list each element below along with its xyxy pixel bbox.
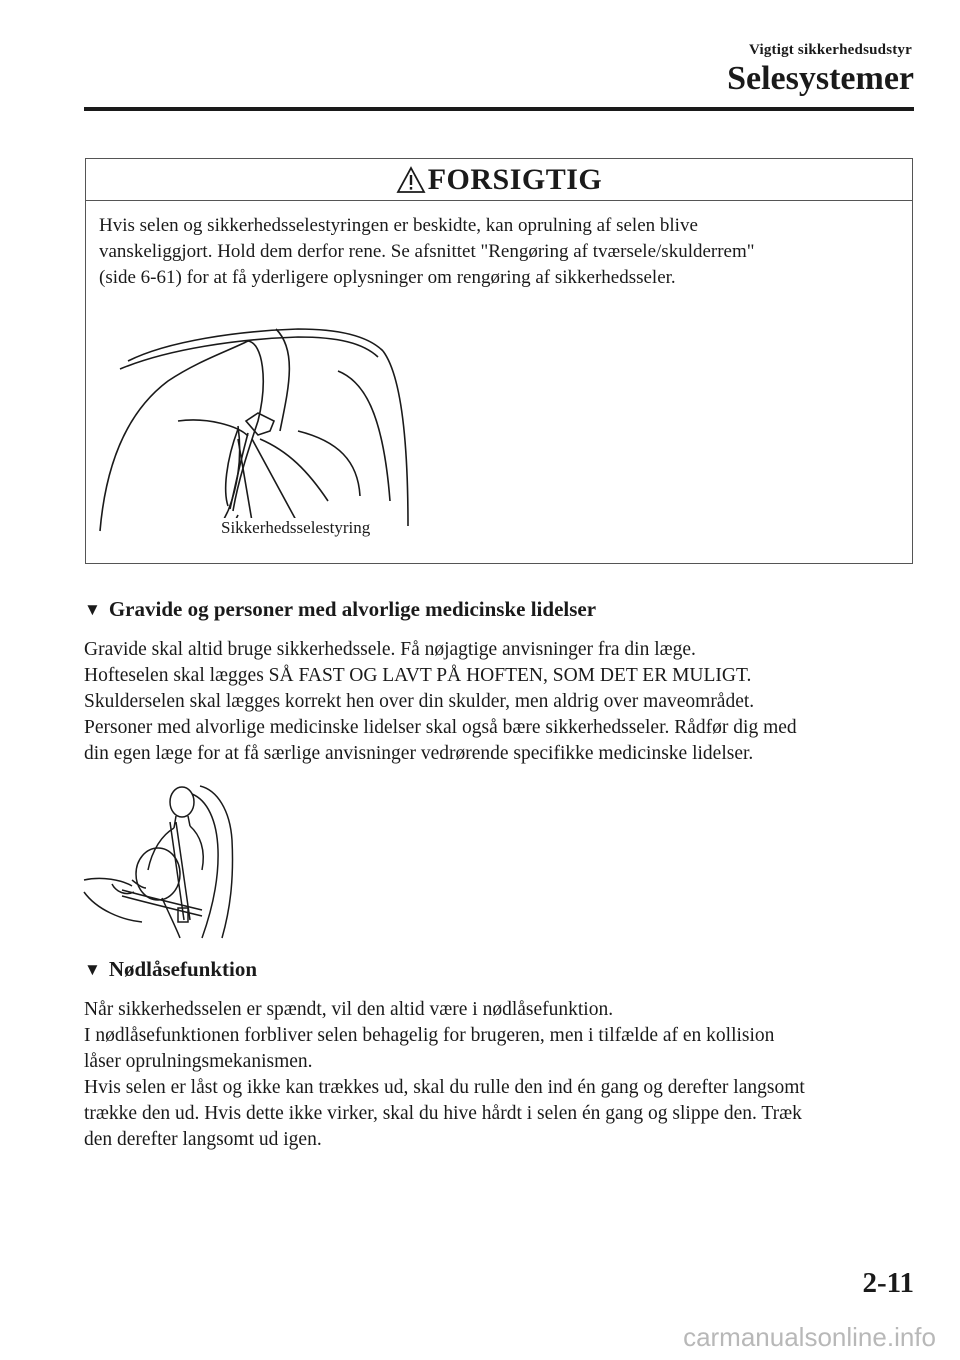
section-paragraph-emergency-lock — [84, 997, 914, 1153]
figure-label: Sikkerhedsselestyring — [221, 518, 371, 537]
section-heading-text: Gravide og personer med alvorlige medicinske lidelser — [108, 597, 597, 621]
section-heading-emergency-lock — [84, 957, 257, 982]
caution-text — [99, 213, 899, 291]
paragraph-line: Hofteselen skal lægges SÅ FAST OG LAVT PÅ HOFTEN, SOM DET ER MULIGT. — [84, 665, 752, 686]
watermark: carmanualsonline.info — [683, 1322, 936, 1352]
caution-line: vanskeliggjort. Hold dem derfor rene. Se afsnittet "Rengøring af tværsele/skulderrem" — [99, 241, 755, 262]
seat-belt-guide-illustration — [98, 321, 418, 543]
paragraph-line: din egen læge for at få særlige anvisninger vedrørende specifikke medicinske lidelser. — [84, 743, 754, 764]
caution-header — [86, 159, 912, 201]
triangle-down-icon: ▼ — [84, 599, 101, 619]
triangle-down-icon: ▼ — [84, 959, 101, 979]
paragraph-line: Skulderselen skal lægges korrekt hen over din skulder, men aldrig over maveområdet. — [84, 691, 755, 712]
paragraph-line: den derefter langsomt ud igen. — [84, 1129, 322, 1150]
paragraph-line: Hvis selen er låst og ikke kan trækkes ud, skal du rulle den ind én gang og derefter langsomt — [84, 1077, 805, 1098]
paragraph-line: Når sikkerhedsselen er spændt, vil den altid være i nødlåsefunktion. — [84, 999, 614, 1020]
caution-box — [85, 158, 913, 564]
page-number: 2-11 — [862, 1267, 914, 1299]
section-heading-text: Nødlåsefunktion — [108, 957, 258, 981]
pregnant-woman-seatbelt-illustration — [82, 780, 237, 940]
paragraph-line: I nødlåsefunktionen forbliver selen behagelig for brugeren, men i tilfælde af en kollision — [84, 1025, 775, 1046]
warning-triangle-icon — [396, 166, 426, 194]
caution-title: FORSIGTIG — [427, 162, 603, 196]
paragraph-line: trække den ud. Hvis dette ikke virker, skal du hive hårdt i selen én gang og slippe den. Træk — [84, 1103, 802, 1124]
caution-line: Hvis selen og sikkerhedsselestyringen er beskidte, kan oprulning af selen blive — [99, 215, 698, 236]
header-subtitle: Vigtigt sikkerhedsudstyr — [748, 42, 912, 58]
paragraph-line: Gravide skal altid bruge sikkerhedssele. Få nøjagtige anvisninger fra din læge. — [84, 639, 696, 660]
section-paragraph-pregnant — [84, 637, 914, 767]
header-rule — [84, 107, 914, 111]
caution-line: (side 6-61) for at få yderligere oplysninger om rengøring af sikkerhedsseler. — [99, 267, 676, 288]
paragraph-line: låser oprulningsmekanismen. — [84, 1051, 313, 1072]
section-heading-pregnant — [84, 597, 596, 622]
paragraph-line: Personer med alvorlige medicinske lidelser skal også bære sikkerhedsseler. Rådfør dig med — [84, 717, 797, 738]
page-title: Selesystemer — [727, 60, 914, 97]
